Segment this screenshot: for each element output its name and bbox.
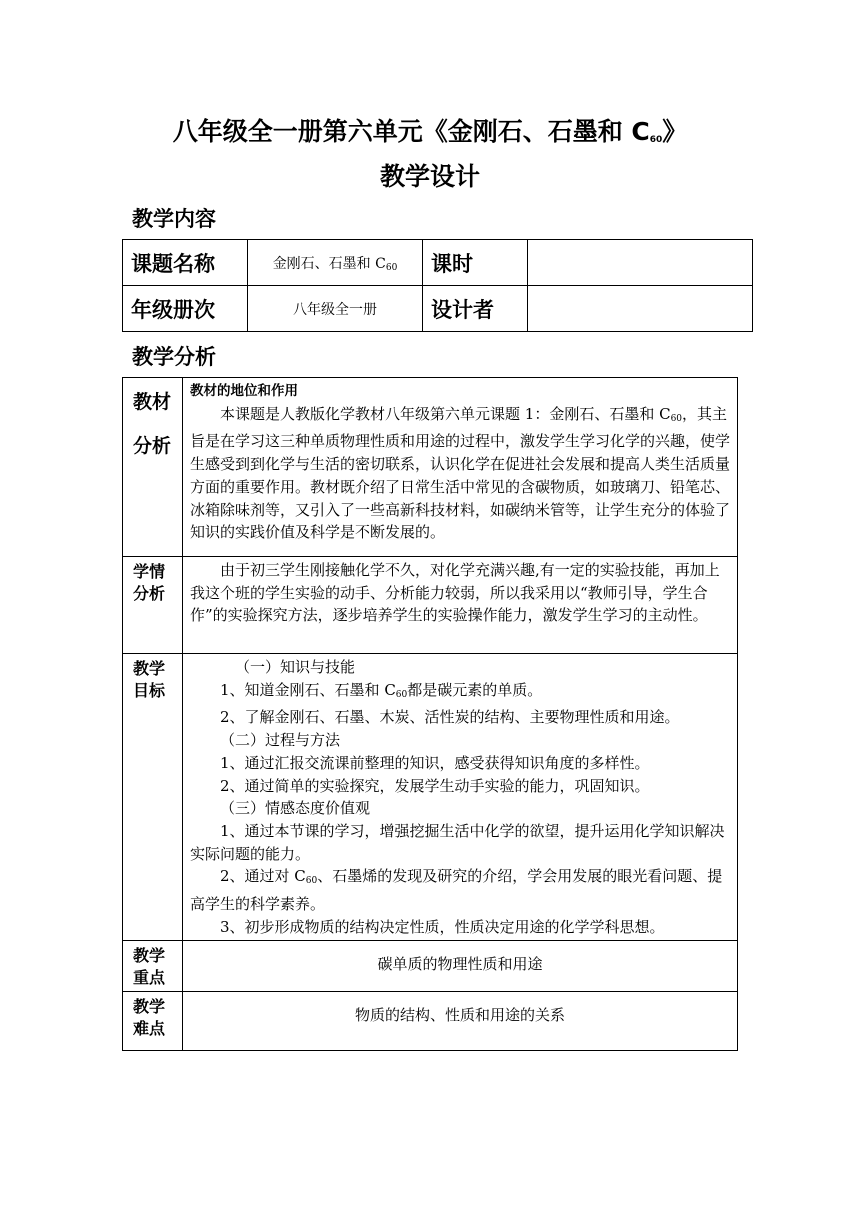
goal-knowledge-1: 1、知道金刚石、石墨和 $C_{60}$都是碳元素的单质。 [220,680,543,700]
title-suffix: 》 [662,117,688,146]
info-table [122,239,753,332]
section-heading-analysis: 教学分析 [132,345,216,369]
grade-label: 年级册次 [123,286,248,332]
goal-emotion-2: 2、通过对 $C_{60}$、石墨烯的发现及研究的介绍，学会用发展的眼光看问题、提高学生的科学素养。 [190,867,723,914]
goal-process-2: 2、通过简单的实验探究，发展学生动手实验的能力，巩固知识。 [220,776,650,795]
section-heading-content: 教学内容 [132,207,216,231]
goal-emotion-1: 1、通过本节课的学习，增强挖掘生活中化学的欲望，提升运用化学知识解决实际问题的能力。 [190,821,725,863]
title-text: 八年级全一册第六单元《金刚石、石墨和 C [172,117,650,146]
goal-emotion-3: 3、初步形成物质的结构决定性质，性质决定用途的化学学科思想。 [220,917,665,936]
key-points-label: 教学 重点 [123,941,183,992]
table-row [123,941,738,992]
title-subscript: 60 [649,135,663,145]
table-row [123,557,738,654]
topic-label: 课题名称 [123,240,248,286]
textbook-analysis-cell [183,378,738,557]
table-row [123,286,753,332]
goals-label: 教学 目标 [123,654,183,941]
table-row [123,240,753,286]
goal-knowledge-title: （一）知识与技能 [235,658,356,676]
grade-value: 八年级全一册 [248,286,423,332]
difficulties-label: 教学 难点 [123,992,183,1051]
analysis-table [122,377,738,1051]
table-row [123,992,738,1051]
period-value [528,240,753,286]
key-points-value: 碳单质的物理性质和用途 [183,941,738,992]
goal-emotion-title: （三）情感态度价值观 [220,799,371,818]
goals-cell [183,654,738,941]
document-title [0,112,860,148]
students-label: 学情 分析 [123,557,183,654]
document-subtitle: 教学设计 [379,162,480,191]
textbook-label: 教材 分析 [123,378,183,557]
table-row [123,378,738,557]
table-row [123,654,738,941]
designer-label: 设计者 [423,286,528,332]
period-label: 课时 [423,240,528,286]
textbook-text: 本课题是人教版化学教材八年级第六单元课题 1：金刚石、石墨和 $C_{60}$，其主旨是在学习这三种单质物理性质和用途的过程中，激发学生学习化学的兴趣，使学生感受到到化学与生活的密切联系，认识化学在促进社会发展和提高人类生活质量方面的重要作用。教材既介绍了日常生活中常见的含碳物质，如玻璃刀、铅笔芯、冰箱除味剂等，又引入了一些高新科技材料，如碳纳米管等，让学生充分的体验了知识的实践价值及科学是不断发展的。 [190,404,731,542]
topic-value: 金刚石、石墨和 $C_{60}$ [248,240,423,286]
difficulties-value: 物质的结构、性质和用途的关系 [183,992,738,1051]
students-analysis-cell [183,557,738,654]
students-text: 由于初三学生刚接触化学不久，对化学充满兴趣,有一定的实验技能，再加上我这个班的学生实验的动手、分析能力较弱，所以我采用以“教师引导，学生合作”的实验探究方法，逐步培养学生的实验操作能力，激发学生学习的主动性。 [190,561,720,625]
designer-value [528,286,753,332]
goal-process-title: （二）过程与方法 [220,731,341,750]
textbook-heading: 教材的地位和作用 [190,383,298,399]
goal-process-1: 1、通过汇报交流课前整理的知识，感受获得知识角度的多样性。 [220,753,650,772]
goal-knowledge-2: 2、了解金刚石、石墨、木炭、活性炭的结构、主要物理性质和用途。 [220,708,680,727]
